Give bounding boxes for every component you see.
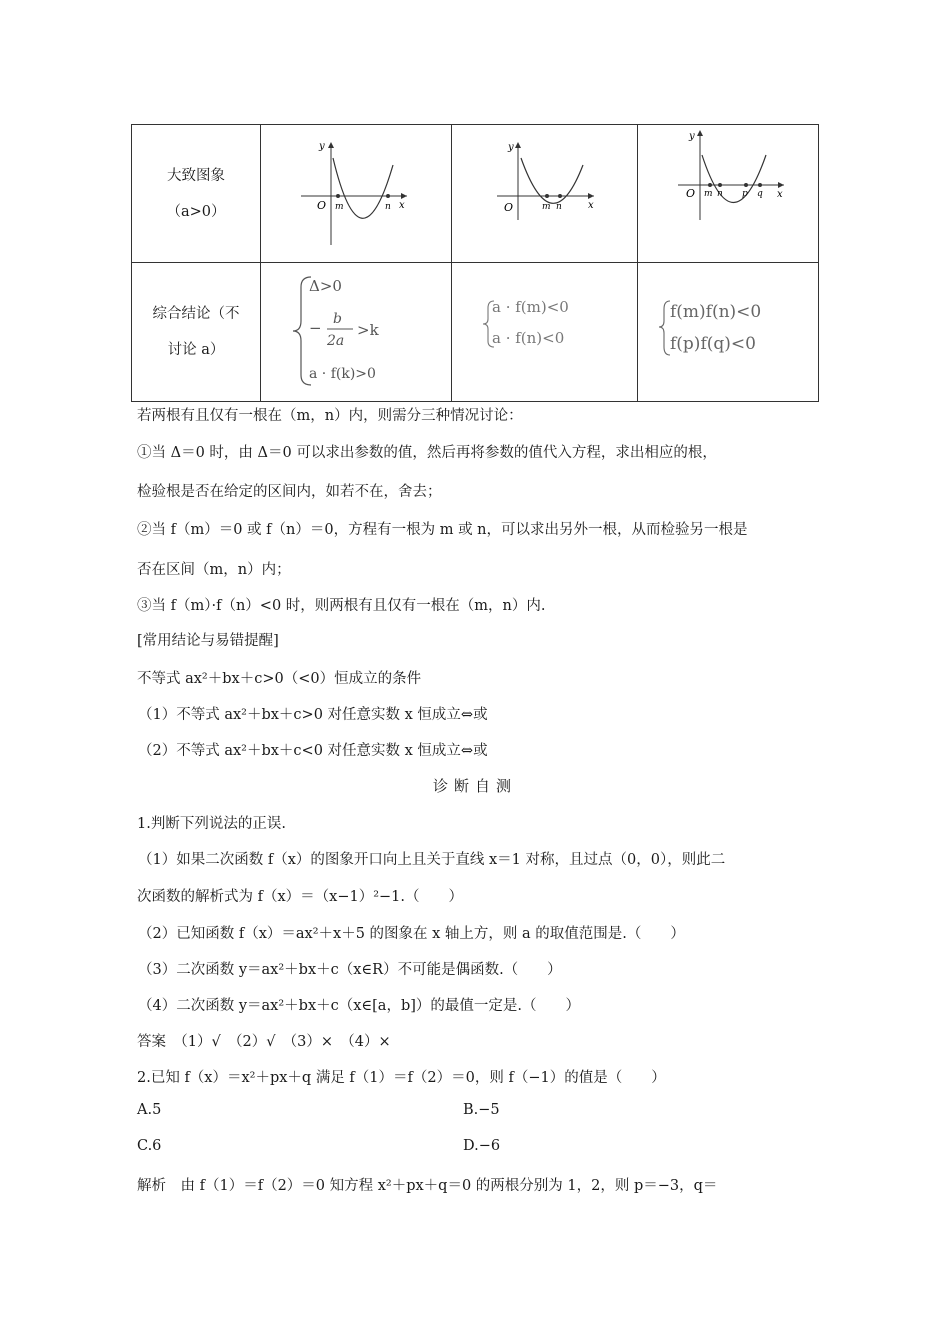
condition-text: 2a	[327, 333, 345, 349]
origin-label: O	[504, 201, 514, 214]
table-row	[132, 263, 819, 402]
row-label-text: 讨论 a）	[167, 342, 225, 358]
point-label: q	[757, 189, 763, 199]
row-label-text: 综合结论（不	[152, 306, 240, 322]
text-line: 检验根是否在给定的区间内，如若不在，舍去；	[137, 484, 442, 500]
axis-label: x	[777, 189, 783, 200]
section-heading: [常用结论与易错提醒]	[137, 633, 279, 649]
condition-text: −	[309, 319, 322, 337]
option-a: A.5	[137, 1102, 162, 1118]
condition-text: b	[333, 311, 342, 327]
row-label-conclusion	[132, 263, 261, 402]
axis-label: x	[399, 200, 405, 211]
point-label: m	[542, 202, 551, 212]
origin-label: O	[317, 199, 327, 212]
conclusion-cell-2	[452, 263, 638, 402]
text-line: （2）不等式 ax²＋bx＋c<0 对任意实数 x 恒成立⇔或	[138, 743, 488, 759]
condition-system-3	[638, 263, 818, 401]
condition-system-2	[452, 263, 637, 401]
question-item: 次函数的解析式为 f（x）＝（x−1）²−1.（ ）	[137, 889, 464, 905]
condition-text: a · f(m)<0	[492, 298, 569, 316]
axis-label: y	[319, 141, 325, 152]
question-item: （4）二次函数 y＝ax²＋bx＋c（x∈[a，b]）的最值一定是.（ ）	[138, 998, 581, 1014]
parabola-graph-2	[452, 125, 637, 262]
option-d: D.−6	[463, 1138, 501, 1154]
row-label-graph	[132, 125, 261, 263]
condition-text: f(p)f(q)<0	[670, 334, 756, 354]
point-label: m	[704, 189, 713, 199]
point-label: n	[556, 202, 562, 212]
point-label: n	[717, 189, 723, 199]
axis-label: y	[689, 131, 695, 142]
question-title: 1.判断下列说法的正误.	[137, 816, 286, 832]
option-c: C.6	[137, 1138, 162, 1154]
origin-label: O	[686, 187, 696, 200]
point-label: p	[742, 189, 748, 199]
text-line: 不等式 ax²＋bx＋c>0（<0）恒成立的条件	[137, 671, 422, 687]
row-label-text: 大致图象	[167, 167, 225, 184]
text-line: ②当 f（m）＝0 或 f（n）＝0，方程有一根为 m 或 n，可以求出另外一根，从而检验另一根是	[137, 522, 748, 538]
axis-label: x	[588, 200, 594, 211]
text-line: ①当 Δ＝0 时，由 Δ＝0 可以求出参数的值，然后再将参数的值代入方程，求出相应的根，	[137, 445, 717, 461]
text-line: （1）不等式 ax²＋bx＋c>0 对任意实数 x 恒成立⇔或	[138, 707, 488, 723]
conclusion-cell-3	[638, 263, 819, 402]
text-line: 若两根有且仅有一根在（m，n）内，则需分三种情况讨论：	[137, 408, 523, 424]
axis-label: y	[508, 142, 514, 153]
parabola-graph-1	[261, 125, 451, 262]
condition-text: a · f(n)<0	[492, 329, 565, 347]
text-line: ③当 f（m）·f（n）<0 时，则两根有且仅有一根在（m，n）内.	[137, 598, 546, 614]
condition-text: >k	[357, 321, 379, 339]
solution-line: 解析 由 f（1）＝f（2）＝0 知方程 x²＋px＋q＝0 的两根分别为 1，2，则 p＝−3，q＝	[137, 1178, 718, 1194]
answer-line: 答案 （1）√ （2）√ （3）× （4）×	[137, 1034, 391, 1050]
question-item: （1）如果二次函数 f（x）的图象开口向上且关于直线 x＝1 对称，且过点（0，0），则此二	[138, 852, 726, 868]
text-line: 否在区间（m，n）内；	[137, 562, 291, 578]
parabola-graph-3	[638, 125, 818, 262]
condition-system-1	[261, 263, 451, 401]
condition-text: f(m)f(n)<0	[670, 302, 762, 322]
question-item: （2）已知函数 f（x）＝ax²＋x＋5 的图象在 x 轴上方，则 a 的取值范围是.（ ）	[138, 926, 685, 942]
section-title: 诊断自测	[432, 777, 517, 795]
question-item: （3）二次函数 y＝ax²＋bx＋c（x∈R）不可能是偶函数.（ ）	[138, 962, 562, 978]
point-label: n	[385, 202, 391, 212]
graph-cell-1	[261, 125, 452, 263]
row-label-text: （a>0）	[166, 203, 226, 220]
question-title: 2.已知 f（x）＝x²＋px＋q 满足 f（1）＝f（2）＝0，则 f（−1）的值是（ ）	[137, 1070, 666, 1086]
graph-cell-3	[638, 125, 819, 263]
condition-table	[131, 124, 819, 402]
conclusion-cell-1	[261, 263, 452, 402]
condition-text: a · f(k)>0	[309, 366, 376, 382]
option-b: B.−5	[463, 1102, 500, 1118]
point-label: m	[335, 202, 344, 212]
graph-cell-2	[452, 125, 638, 263]
condition-text: Δ>0	[309, 277, 342, 295]
table-row	[132, 125, 819, 263]
